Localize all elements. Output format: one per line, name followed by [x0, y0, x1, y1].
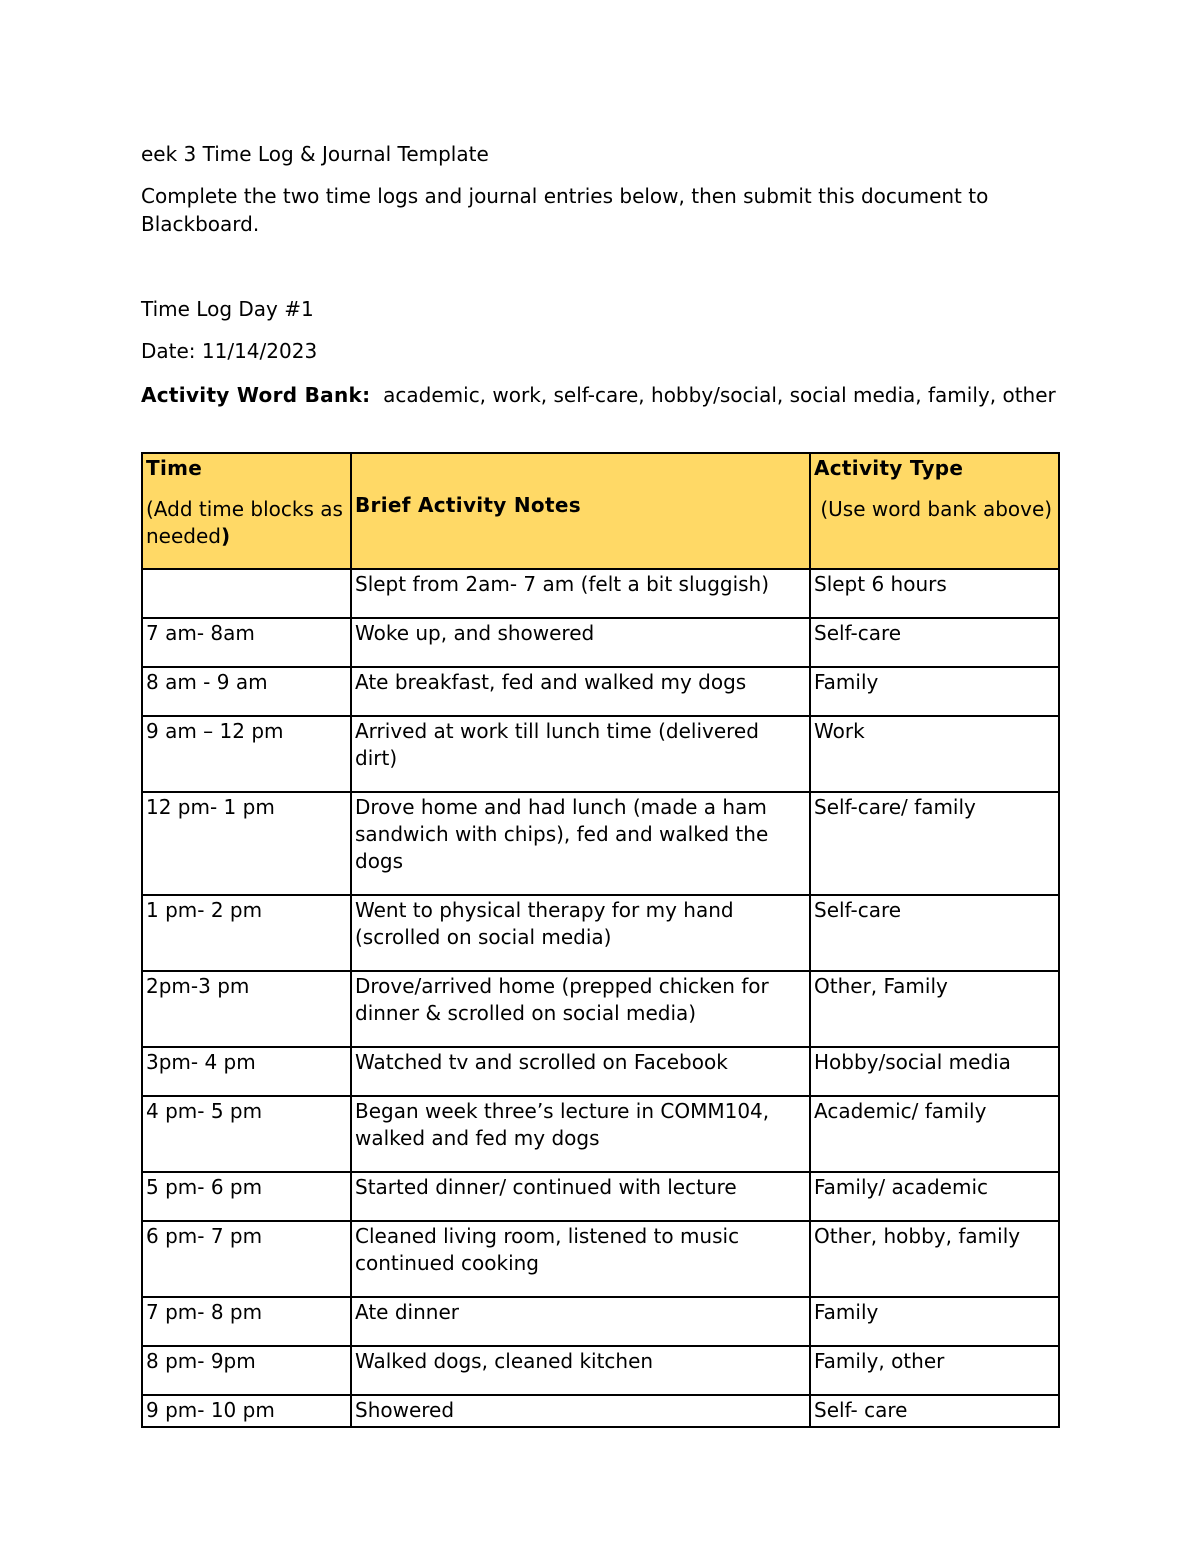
- notes-cell: Woke up, and showered: [351, 618, 810, 667]
- time-cell: [142, 569, 351, 618]
- table-row: [142, 971, 1059, 1047]
- notes-cell: Began week three’s lecture in COMM104, walked and fed my dogs: [351, 1096, 810, 1172]
- type-cell: Self-care/ family: [810, 792, 1059, 895]
- table-row: [142, 618, 1059, 667]
- time-cell: 6 pm- 7 pm: [142, 1221, 351, 1297]
- header-time: [142, 453, 351, 569]
- table-row: [142, 792, 1059, 895]
- table-row: [142, 716, 1059, 792]
- document-title: eek 3 Time Log & Journal Template: [141, 142, 489, 166]
- table-row: [142, 1047, 1059, 1096]
- type-cell: Work: [810, 716, 1059, 792]
- time-cell: 7 am- 8am: [142, 618, 351, 667]
- time-cell: 8 pm- 9pm: [142, 1346, 351, 1395]
- table-row: [142, 667, 1059, 716]
- time-cell: 9 pm- 10 pm: [142, 1395, 351, 1427]
- table-row: [142, 569, 1059, 618]
- type-cell: Family/ academic: [810, 1172, 1059, 1221]
- header-type: [810, 453, 1059, 569]
- header-time-sub-close: ): [220, 524, 231, 548]
- notes-cell: Drove/arrived home (prepped chicken for dinner & scrolled on social media): [351, 971, 810, 1047]
- notes-cell: Walked dogs, cleaned kitchen: [351, 1346, 810, 1395]
- notes-cell: Arrived at work till lunch time (delivered dirt): [351, 716, 810, 792]
- time-cell: 9 am – 12 pm: [142, 716, 351, 792]
- type-cell: Family: [810, 667, 1059, 716]
- table-row: [142, 895, 1059, 971]
- header-notes-title: Brief Activity Notes: [355, 493, 581, 517]
- header-time-title: Time: [146, 456, 203, 480]
- type-cell: Slept 6 hours: [810, 569, 1059, 618]
- table-row: [142, 1172, 1059, 1221]
- time-cell: 4 pm- 5 pm: [142, 1096, 351, 1172]
- table-row: [142, 1096, 1059, 1172]
- time-log-body: [142, 569, 1059, 1427]
- type-cell: Self- care: [810, 1395, 1059, 1427]
- time-cell: 1 pm- 2 pm: [142, 895, 351, 971]
- notes-cell: Watched tv and scrolled on Facebook: [351, 1047, 810, 1096]
- time-cell: 3pm- 4 pm: [142, 1047, 351, 1096]
- instructions-text: Complete the two time logs and journal entries below, then submit this document to Blackboard.: [141, 184, 989, 236]
- date-line: Date: 11/14/2023: [141, 339, 318, 363]
- table-row: [142, 1346, 1059, 1395]
- table-header-row: [142, 453, 1059, 569]
- type-cell: Other, hobby, family: [810, 1221, 1059, 1297]
- word-bank-label: Activity Word Bank:: [141, 383, 371, 407]
- time-cell: 7 pm- 8 pm: [142, 1297, 351, 1346]
- type-cell: Family, other: [810, 1346, 1059, 1395]
- time-log-table: [141, 452, 1060, 1428]
- notes-cell: Went to physical therapy for my hand (scrolled on social media): [351, 895, 810, 971]
- time-cell: 2pm-3 pm: [142, 971, 351, 1047]
- notes-cell: Started dinner/ continued with lecture: [351, 1172, 810, 1221]
- time-log-title: Time Log Day #1: [141, 297, 314, 321]
- time-cell: 8 am - 9 am: [142, 667, 351, 716]
- notes-cell: Slept from 2am- 7 am (felt a bit sluggish): [351, 569, 810, 618]
- table-row: [142, 1395, 1059, 1427]
- type-cell: Self-care: [810, 618, 1059, 667]
- type-cell: Hobby/social media: [810, 1047, 1059, 1096]
- notes-cell: Showered: [351, 1395, 810, 1427]
- table-row: [142, 1297, 1059, 1346]
- header-type-title: Activity Type: [814, 456, 964, 480]
- notes-cell: Ate breakfast, fed and walked my dogs: [351, 667, 810, 716]
- type-cell: Academic/ family: [810, 1096, 1059, 1172]
- header-type-sub: (Use word bank above): [814, 497, 1053, 521]
- notes-cell: Ate dinner: [351, 1297, 810, 1346]
- table-row: [142, 1221, 1059, 1297]
- header-notes: [351, 453, 810, 569]
- type-cell: Self-care: [810, 895, 1059, 971]
- type-cell: Other, Family: [810, 971, 1059, 1047]
- type-cell: Family: [810, 1297, 1059, 1346]
- header-time-sub: [146, 496, 347, 550]
- activity-word-bank: [141, 381, 1066, 409]
- header-time-sub-text: (Add time blocks as needed: [146, 497, 343, 548]
- time-cell: 12 pm- 1 pm: [142, 792, 351, 895]
- notes-cell: Drove home and had lunch (made a ham sandwich with chips), fed and walked the dogs: [351, 792, 810, 895]
- word-bank-values: academic, work, self-care, hobby/social, social media, family, other: [383, 383, 1056, 407]
- time-cell: 5 pm- 6 pm: [142, 1172, 351, 1221]
- notes-cell: Cleaned living room, listened to music continued cooking: [351, 1221, 810, 1297]
